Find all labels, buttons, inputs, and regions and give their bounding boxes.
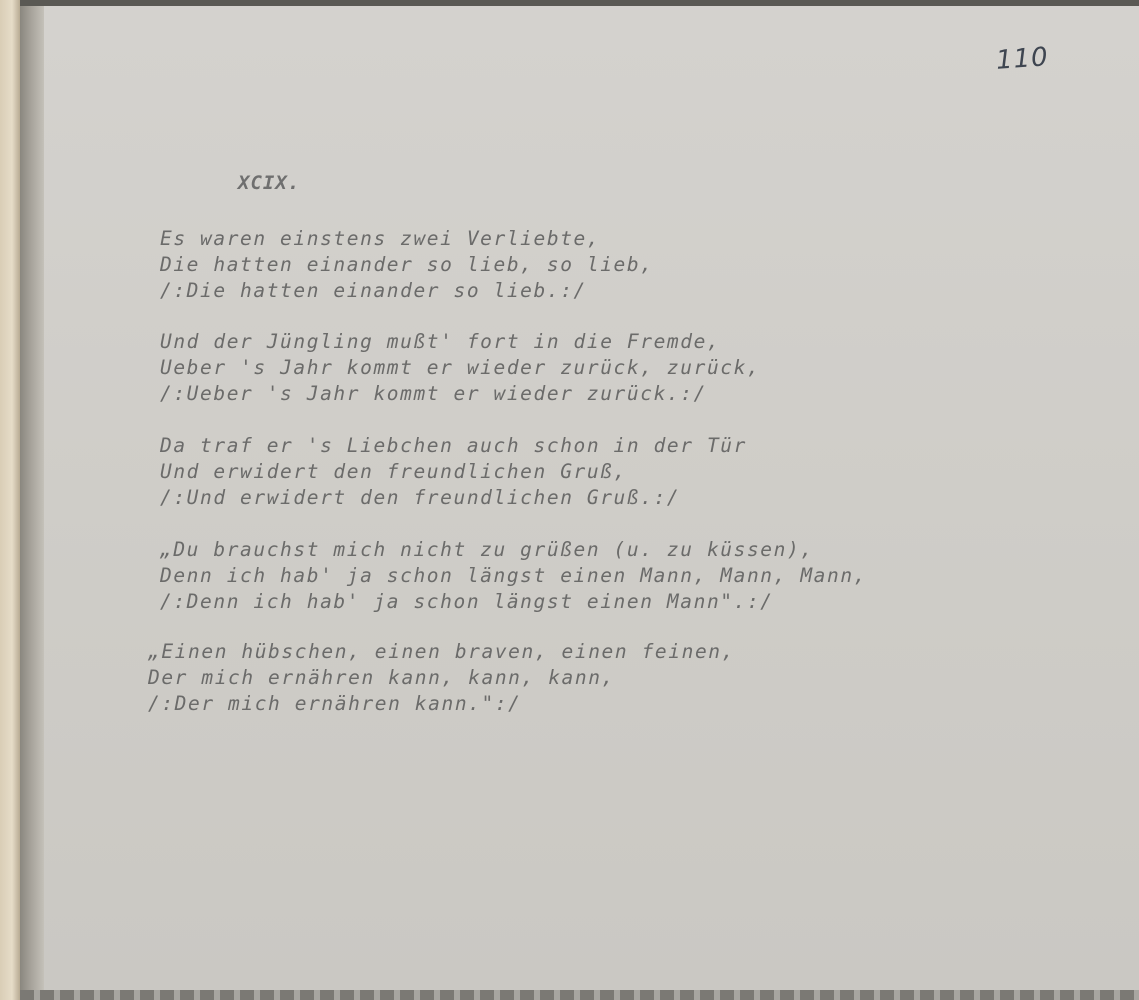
verse-line: Es waren einstens zwei Verliebte, <box>160 227 601 250</box>
verse-line: /:Der mich ernähren kann.":/ <box>148 692 522 715</box>
handwritten-page-number: 110 <box>995 42 1050 76</box>
bottom-edge <box>20 990 1139 1000</box>
verse-line: Und der Jüngling mußt' fort in die Fremde, <box>160 330 721 353</box>
verse-line: /:Die hatten einander so lieb.:/ <box>160 279 587 302</box>
verse-line: Die hatten einander so lieb, so lieb, <box>160 253 654 276</box>
stanza <box>160 329 760 407</box>
stanza <box>160 226 654 304</box>
verse-line: „Einen hübschen, einen braven, einen feinen, <box>148 640 735 663</box>
verse-line: /:Ueber 's Jahr kommt er wieder zurück.:/ <box>160 382 707 405</box>
poem-heading: XCIX. <box>238 172 301 194</box>
verse-line: Und erwidert den freundlichen Gruß, <box>160 460 627 483</box>
stanza <box>160 433 747 511</box>
stanza <box>160 537 867 615</box>
verse-line: „Du brauchst mich nicht zu grüßen (u. zu küssen), <box>160 538 814 561</box>
binding-edge <box>0 0 20 1000</box>
binding-shadow <box>20 0 44 1000</box>
verse-line: Der mich ernähren kann, kann, kann, <box>148 666 615 689</box>
verse-line: /:Denn ich hab' ja schon längst einen Mann".:/ <box>160 590 774 613</box>
verse-line: Da traf er 's Liebchen auch schon in der Tür <box>160 434 747 457</box>
verse-line: Denn ich hab' ja schon längst einen Mann, Mann, Mann, <box>160 564 868 587</box>
stanza <box>148 639 735 717</box>
verse-line: Ueber 's Jahr kommt er wieder zurück, zurück, <box>160 356 761 379</box>
verse-line: /:Und erwidert den freundlichen Gruß.:/ <box>160 486 681 509</box>
